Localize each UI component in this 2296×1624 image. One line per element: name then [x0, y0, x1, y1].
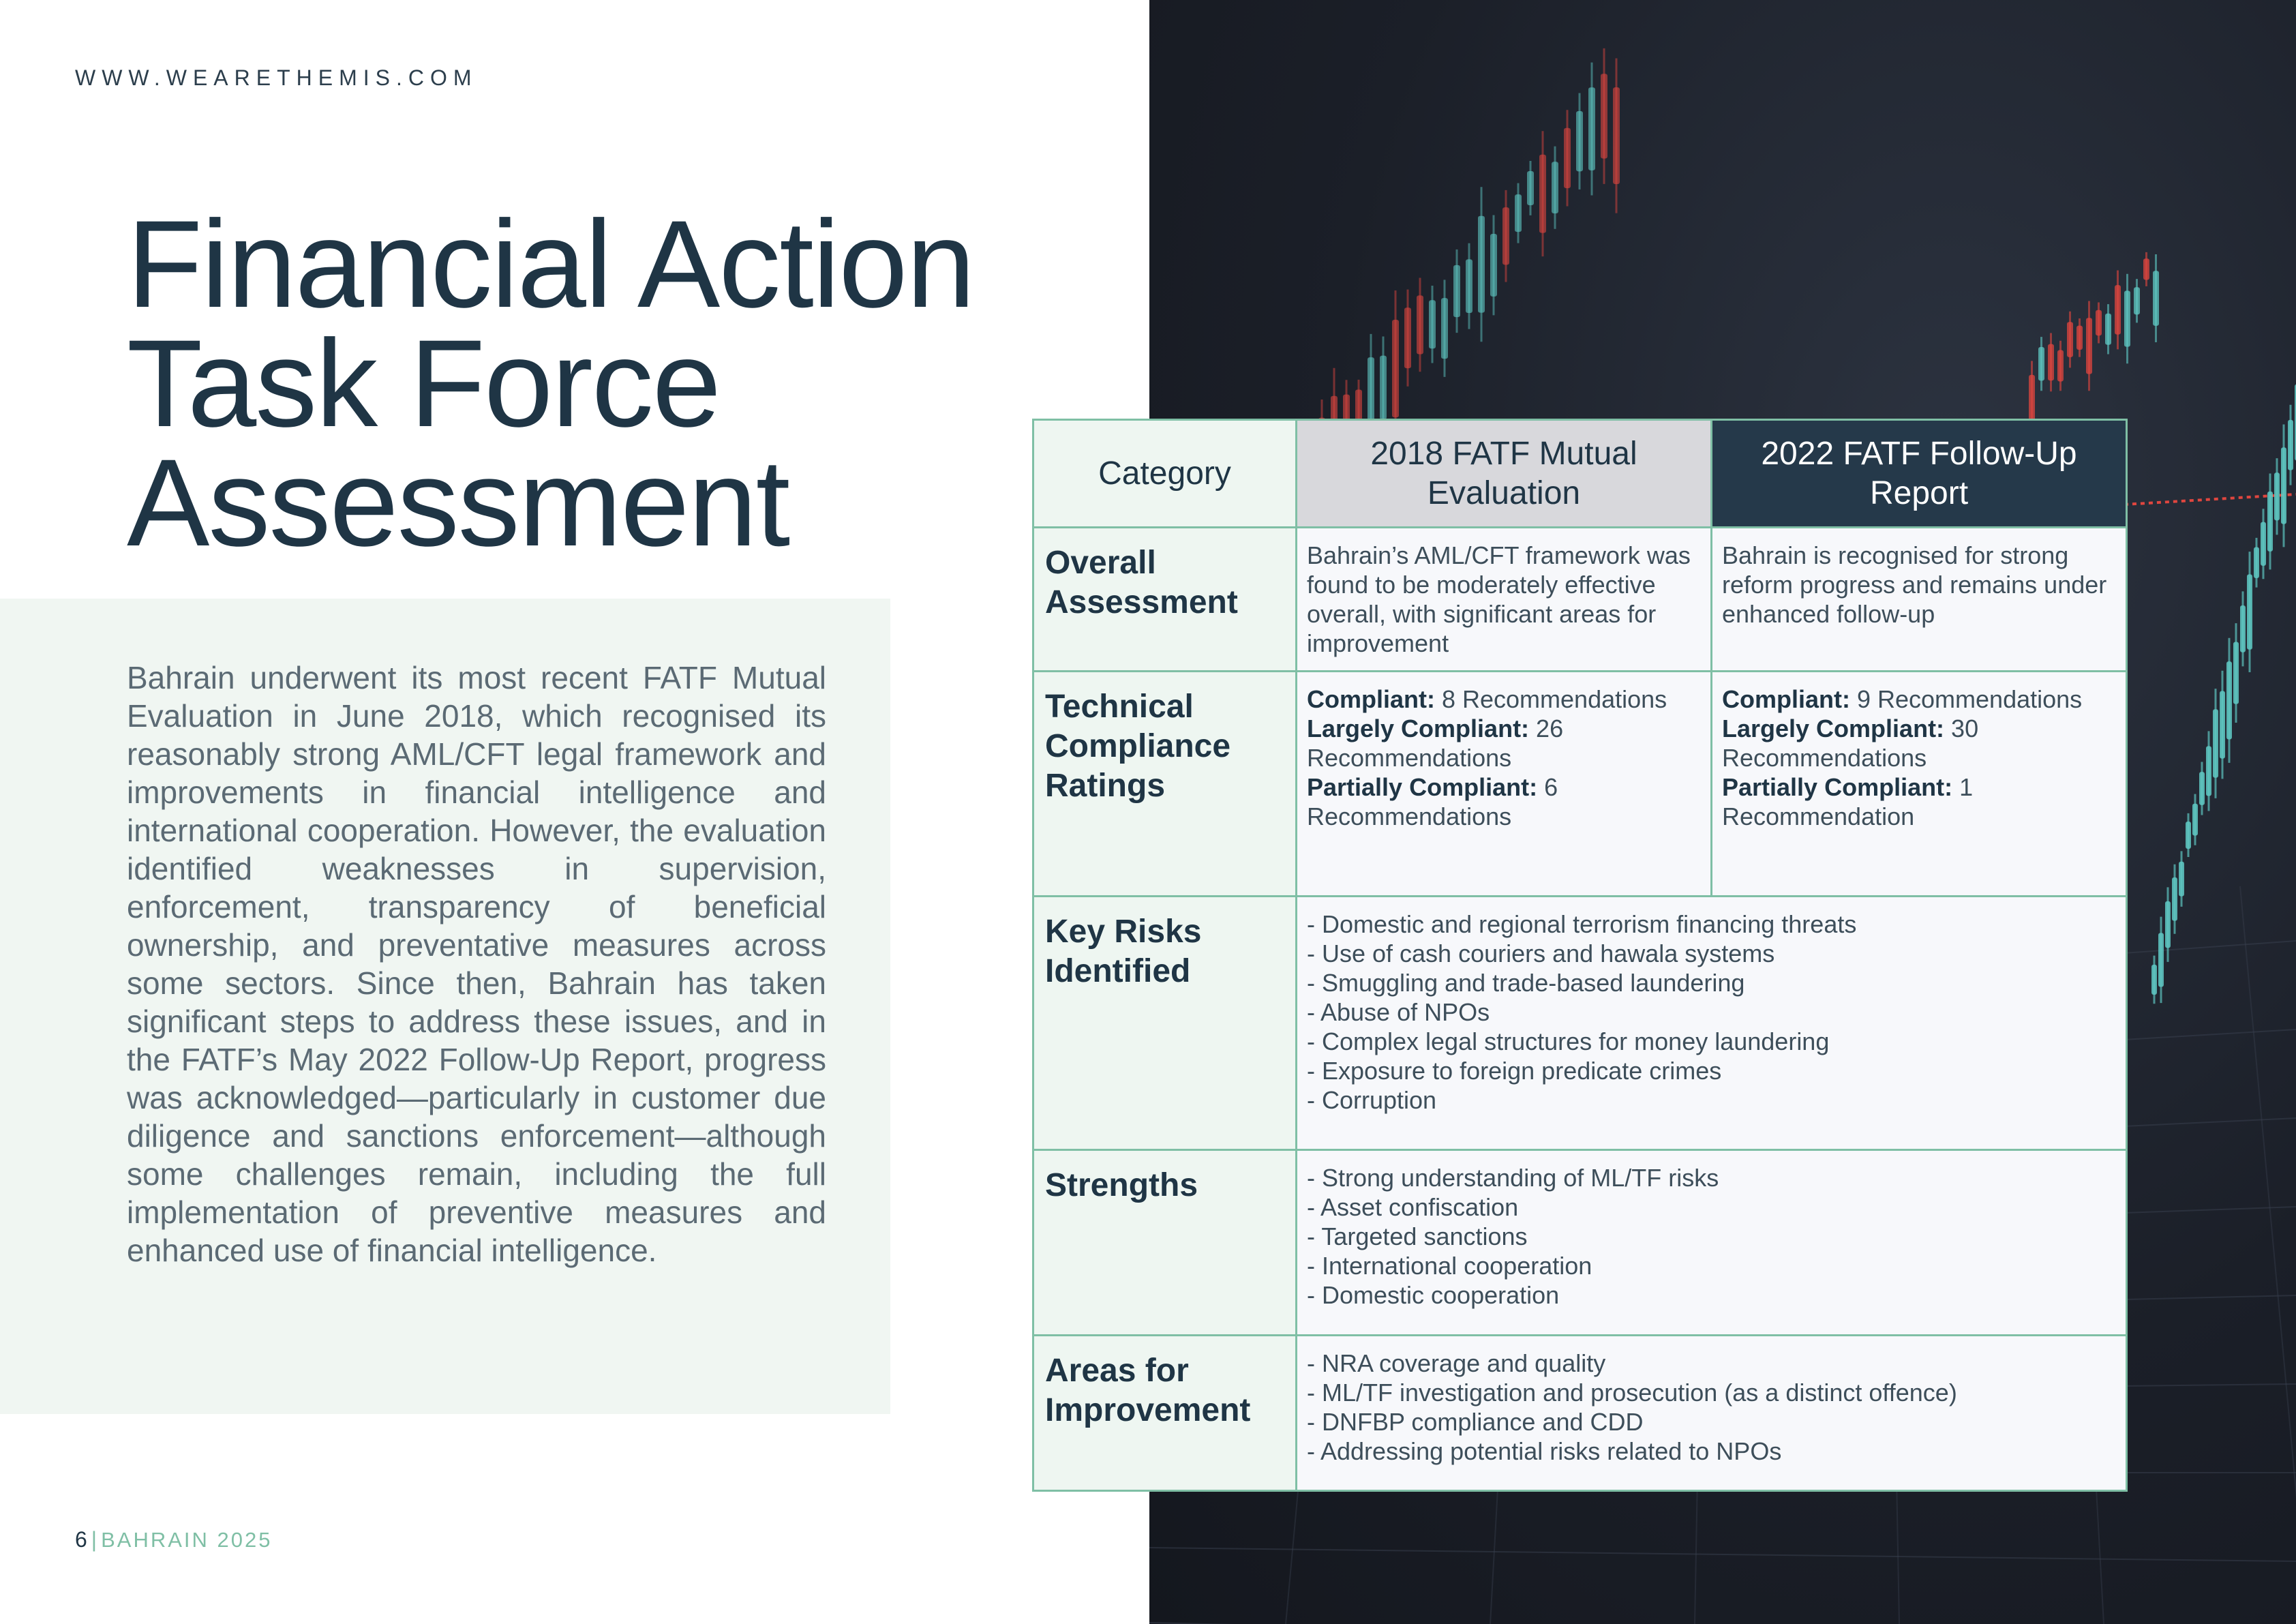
page-title-line-1: Financial Action	[127, 194, 974, 333]
list-item: - Exposure to foreign predicate crimes	[1307, 1057, 1722, 1085]
technical-2018	[1297, 672, 1712, 897]
list-item: - ML/TF investigation and prosecution (as a distinct offence)	[1307, 1379, 1957, 1407]
header-category: Category	[1033, 420, 1297, 528]
list-item: - Complex legal structures for money laundering	[1307, 1027, 1830, 1055]
page-title	[127, 194, 974, 572]
largely-compliant-value: 30 Recommendations	[1722, 715, 1979, 772]
list-item: - International cooperation	[1307, 1252, 1592, 1280]
category-key-risks: Key Risks Identified	[1033, 897, 1297, 1150]
intro-paragraph: Bahrain underwent its most recent FATF Mutual Evaluation in June 2018, which recognised its reasonably strong AML/CFT legal framework and improvements in financial intelligence and international cooperation. However, the evaluation identified weaknesses in supervision, enforcement, transparency of beneficial ownership, and preventative measures across some sectors. Since then, Bahrain has taken significant steps to address these issues, and in the FATF’s May 2022 Follow-Up Report, progress was acknowledged—particularly in customer due diligence and sanctions enforcement—although some challenges remain, including the full implementation of preventive measures and enhanced use of financial intelligence.	[127, 660, 826, 1268]
partially-compliant-value: 6 Recommendations	[1307, 773, 1558, 830]
category-improvement: Areas for Improvement	[1033, 1336, 1297, 1491]
list-item: - Domestic and regional terrorism financing threats	[1307, 910, 1857, 938]
strengths-list	[1297, 1150, 2127, 1336]
list-item: - Targeted sanctions	[1307, 1222, 1528, 1250]
partially-compliant-label: Partially Compliant:	[1307, 773, 1538, 801]
list-item: - DNFBP compliance and CDD	[1307, 1408, 1644, 1436]
footer-separator: |	[91, 1527, 97, 1552]
compliant-label: Compliant:	[1722, 685, 1850, 713]
improvement-list	[1297, 1336, 2127, 1491]
largely-compliant-label: Largely Compliant:	[1722, 715, 1945, 742]
list-item: - NRA coverage and quality	[1307, 1349, 1606, 1377]
table-row-overall	[1033, 528, 2127, 672]
list-item: - Corruption	[1307, 1086, 1437, 1114]
list-item: - Addressing potential risks related to NPOs	[1307, 1437, 1782, 1465]
compliant-label: Compliant:	[1307, 685, 1435, 713]
category-strengths: Strengths	[1033, 1150, 1297, 1336]
list-item: - Abuse of NPOs	[1307, 998, 1490, 1026]
page-number: 6	[75, 1527, 87, 1552]
compliant-value: 8 Recommendations	[1434, 685, 1667, 713]
partially-compliant-label: Partially Compliant:	[1722, 773, 1953, 801]
fatf-comparison-table	[1032, 419, 2128, 1492]
table-row-risks	[1033, 897, 2127, 1150]
category-technical: Technical Compliance Ratings	[1033, 672, 1297, 897]
page-footer	[75, 1527, 273, 1552]
page-title-line-3: Assessment	[127, 433, 789, 572]
list-item: - Strong understanding of ML/TF risks	[1307, 1164, 1719, 1192]
grid-line	[2240, 886, 2296, 1624]
site-url[interactable]: WWW.WEARETHEMIS.COM	[75, 65, 478, 90]
technical-2022	[1712, 672, 2127, 897]
compliant-value: 9 Recommendations	[1849, 685, 2083, 713]
page-title-line-2: Task Force	[127, 314, 721, 453]
overall-2018: Bahrain’s AML/CFT framework was found to be moderately effective overall, with significant areas for improvement	[1297, 528, 1712, 672]
category-overall: Overall Assessment	[1033, 528, 1297, 672]
list-item: - Smuggling and trade-based laundering	[1307, 969, 1745, 997]
footer-label: BAHRAIN 2025	[101, 1528, 273, 1552]
largely-compliant-label: Largely Compliant:	[1307, 715, 1530, 742]
table-row-strengths	[1033, 1150, 2127, 1336]
list-item: - Domestic cooperation	[1307, 1281, 1560, 1309]
list-item: - Use of cash couriers and hawala systems	[1307, 939, 1775, 967]
header-2022-follow-up: 2022 FATF Follow-Up Report	[1712, 420, 2127, 528]
table-row-improvement	[1033, 1336, 2127, 1491]
partially-compliant-value: 1 Recommendation	[1722, 773, 1974, 830]
list-item: - Asset confiscation	[1307, 1193, 1519, 1221]
overall-2022: Bahrain is recognised for strong reform progress and remains under enhanced follow-up	[1712, 528, 2127, 672]
table-row-technical	[1033, 672, 2127, 897]
key-risks-list	[1297, 897, 2127, 1150]
largely-compliant-value: 26 Recommendations	[1307, 715, 1564, 772]
header-2018-evaluation: 2018 FATF Mutual Evaluation	[1297, 420, 1712, 528]
grid-line	[1149, 1548, 2296, 1561]
table-header-row	[1033, 420, 2127, 528]
